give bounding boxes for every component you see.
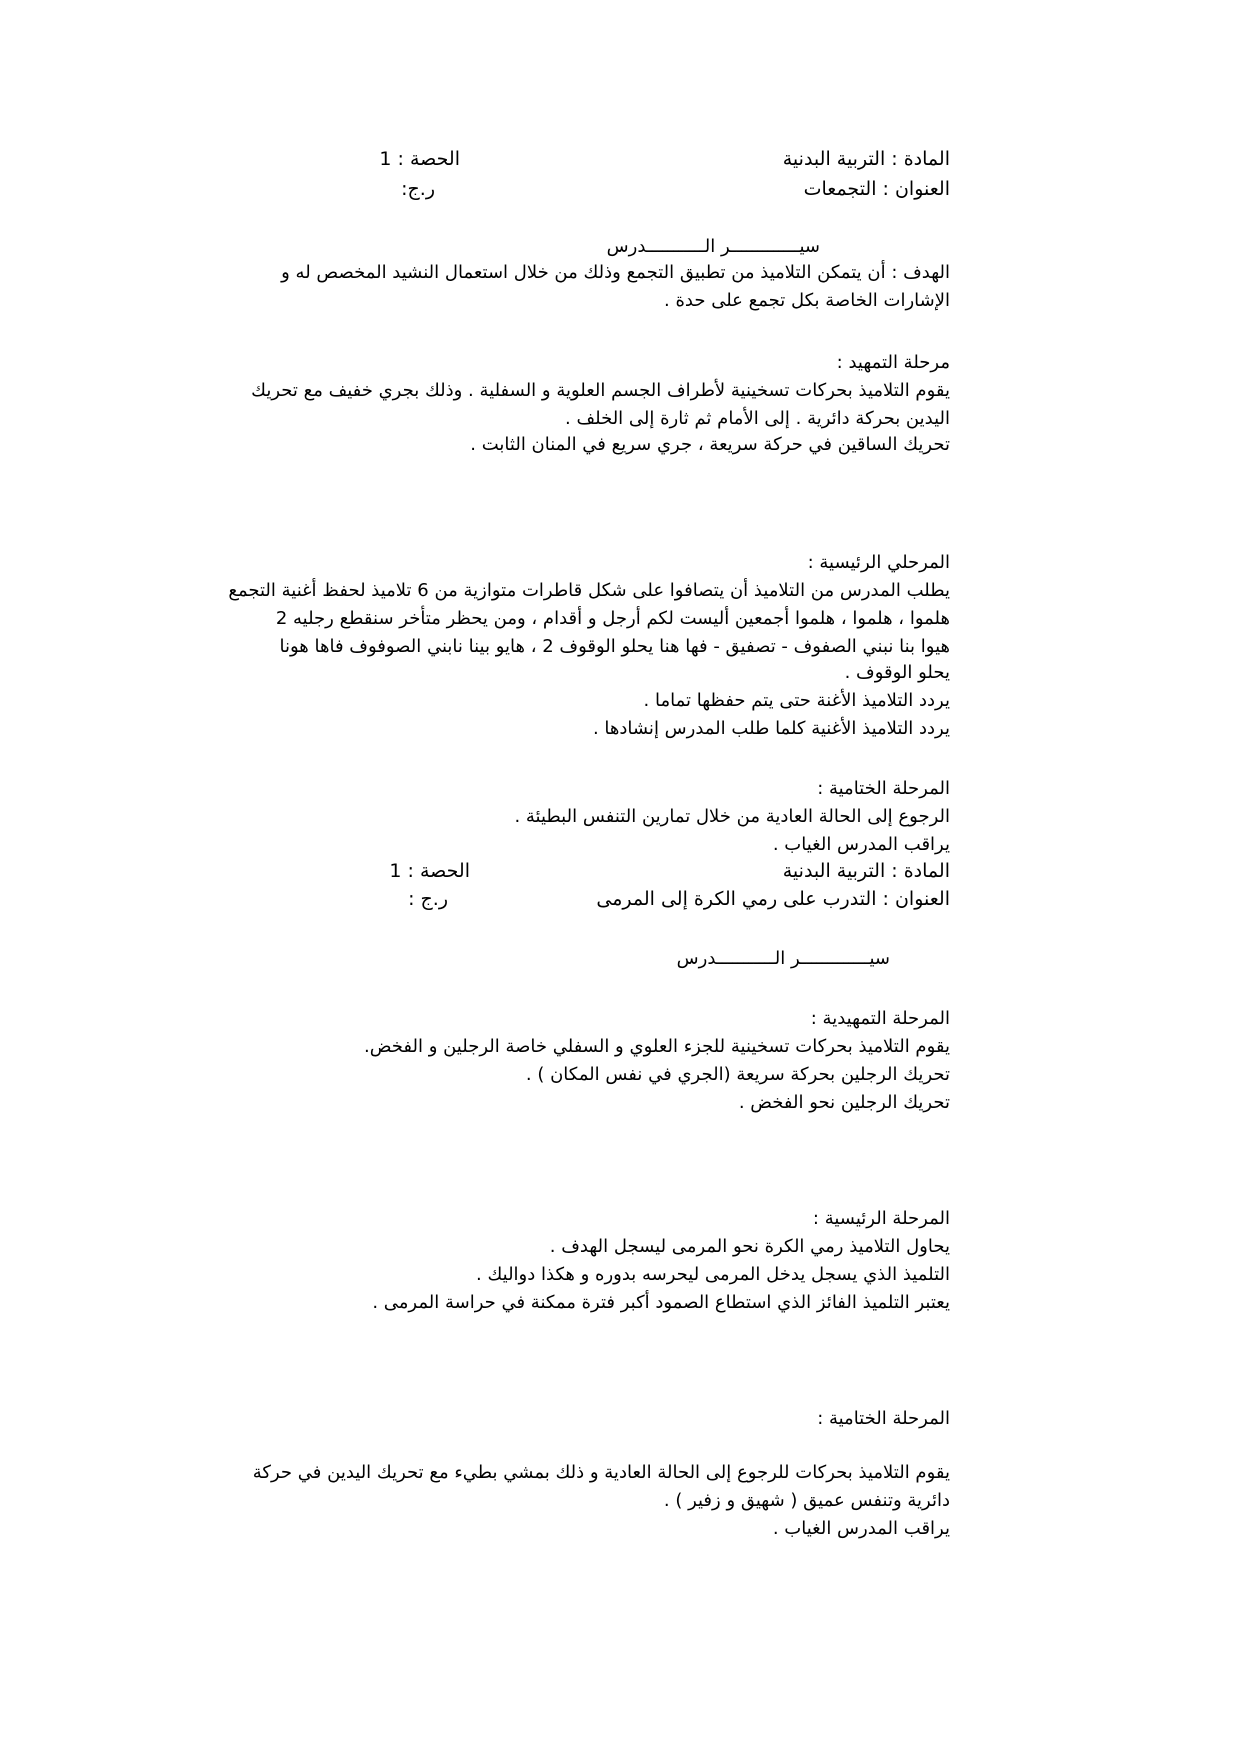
lesson1-intro-line-2: اليدين بحركة دائرية . إلى الأمام ثم ثارة إلى الخلف . (565, 408, 950, 429)
lesson1-heading: سيـــــــــــــر الـــــــــــدرس (606, 236, 820, 257)
lesson2-code: ر.ج : (408, 888, 448, 910)
lesson1-main-line-1: يطلب المدرس من التلاميذ أن يتصافوا على شكل قاطرات متوازية من 6 تلاميذ لحفظ أغنية التجمع (228, 580, 950, 601)
lesson1-intro-title: مرحلة التمهيد : (836, 352, 950, 373)
lesson2-closing-line-1: يقوم التلاميذ بحركات للرجوع إلى الحالة العادية و ذلك بمشي بطيء مع تحريك اليدين في حركة (252, 1462, 950, 1483)
lesson2-heading: سيـــــــــــــر الـــــــــــدرس (676, 948, 890, 969)
lesson2-subject: المادة : التربية البدنية (782, 860, 950, 882)
lesson1-intro-line-1: يقوم التلاميذ بحركات تسخينية لأطراف الجسم العلوية و السفلية . وذلك بجري خفيف مع تحريك (251, 380, 950, 401)
lesson2-main-line-2: التلميذ الذي يسجل يدخل المرمى ليحرسه بدوره و هكذا دواليك . (476, 1264, 950, 1285)
lesson1-goal-line-1: الهدف : أن يتمكن التلاميذ من تطبيق التجمع وذلك من خلال استعمال النشيد المخصص له و (281, 262, 950, 283)
lesson2-closing-title: المرحلة الختامية : (817, 1408, 950, 1429)
lesson2-closing-line-2: دائرية وتنفس عميق ( شهيق و زفير ) . (663, 1490, 950, 1511)
lesson2-main-line-1: يحاول التلاميذ رمي الكرة نحو المرمى ليسجل الهدف . (549, 1236, 950, 1257)
lesson1-period: الحصة : 1 (379, 148, 460, 170)
lesson1-closing-line-1: الرجوع إلى الحالة العادية من خلال تمارين التنفس البطيئة . (514, 806, 950, 827)
lesson1-main-line-4: يحلو الوقوف . (844, 662, 950, 683)
lesson1-closing-line-2: يراقب المدرس الغياب . (772, 834, 950, 855)
lesson1-main-line-6: يردد التلاميذ الأغنية كلما طلب المدرس إنشادها . (592, 718, 950, 739)
lesson1-code: ر.ج: (401, 178, 435, 200)
lesson2-intro-line-2: تحريك الرجلين بحركة سريعة (الجري في نفس المكان ) . (525, 1064, 950, 1085)
lesson1-title: العنوان : التجمعات (803, 178, 950, 200)
lesson2-main-title: المرحلة الرئيسية : (812, 1208, 950, 1229)
lesson1-main-line-3: هيوا بنا نبني الصفوف - تصفيق - فها هنا يحلو الوقوف 2 ، هايو بينا نابني الصوفوف فاها هونا (279, 636, 950, 657)
lesson2-period: الحصة : 1 (389, 860, 470, 882)
lesson1-subject: المادة : التربية البدنية (782, 148, 950, 170)
lesson1-main-title: المرحلي الرئيسية : (807, 552, 950, 573)
lesson2-intro-line-3: تحريك الرجلين نحو الفخض . (738, 1092, 950, 1113)
lesson2-intro-title: المرحلة التمهيدية : (810, 1008, 950, 1029)
lesson2-closing-line-3: يراقب المدرس الغياب . (772, 1518, 950, 1539)
lesson1-main-line-2: هلموا ، هلموا ، هلموا أجمعين أليست لكم أرجل و أقدام ، ومن يحظر متأخر سنقطع رجليه 2 (275, 608, 950, 629)
lesson2-main-line-3: يعتبر التلميذ الفائز الذي استطاع الصمود أكبر فترة ممكنة في حراسة المرمى . (372, 1292, 950, 1313)
lesson2-intro-line-1: يقوم التلاميذ بحركات تسخينية للجزء العلوي و السفلي خاصة الرجلين و الفخض. (363, 1036, 950, 1057)
lesson1-goal-line-2: الإشارات الخاصة بكل تجمع على حدة . (664, 290, 950, 311)
lesson2-title: العنوان : التدرب على رمي الكرة إلى المرمى (596, 888, 950, 910)
lesson1-closing-title: المرحلة الختامية : (817, 778, 950, 799)
lesson1-intro-line-3: تحريك الساقين في حركة سريعة ، جري سريع في المنان الثابت . (470, 434, 950, 455)
lesson1-main-line-5: يردد التلاميذ الأغنة حتى يتم حفظها تماما . (643, 690, 950, 711)
